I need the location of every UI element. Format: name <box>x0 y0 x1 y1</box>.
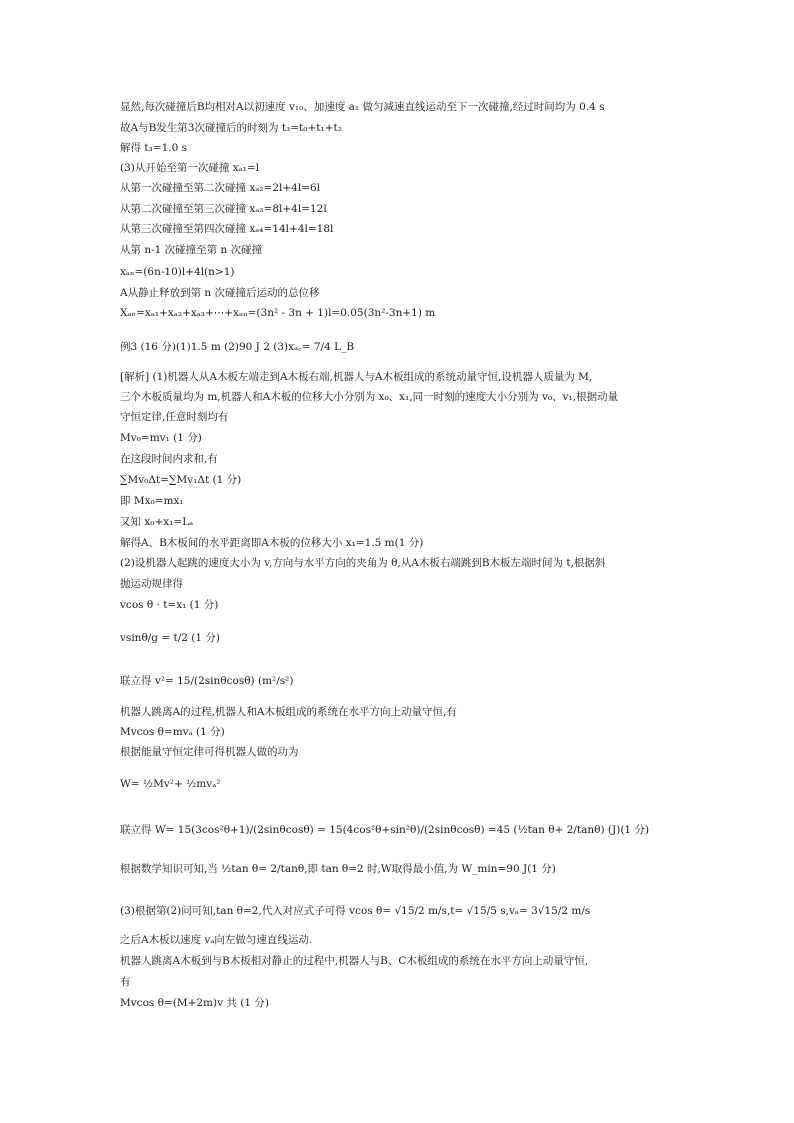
text-line: 从第 n-1 次碰撞至第 n 次碰撞 <box>120 244 263 256</box>
equation-line: Mvcos θ=(M+2m)v 共 (1 分) <box>120 997 269 1009</box>
text-line: 在这段时间内求和,有 <box>120 453 218 465</box>
text-line: 根据能量守恒定律可得机器人做的功为 <box>120 746 299 758</box>
text-line: 机器人跳离A木板到与B木板相对静止的过程中,机器人与B、C木板组成的系统在水平方向上动量守恒, <box>120 955 589 967</box>
equation-line: vsinθ/g = t/2 (1 分) <box>120 632 220 644</box>
equation-line: 联立得 W= 15(3cos²θ+1)/(2sinθcosθ) = 15(4cos²θ+sin²θ)/(2sinθcosθ) =45 (½tan θ+ 2/tanθ) (J)(1 分) <box>120 824 650 836</box>
text-line: (2)设机器人起跳的速度大小为 v,方向与水平方向的夹角为 θ,从A木板右端跳到B木板左端时间为 t,根据斜 <box>120 557 606 569</box>
equation-line: Xₐₙ=xₐ₁+xₐ₂+xₐ₃+⋯+xₐₙ=(3n² - 3n + 1)l=0.05(3n²-3n+1) m <box>120 307 436 319</box>
equation-line: Mv₀=mv₁ (1 分) <box>120 432 202 444</box>
text-line: (3)从开始至第一次碰撞 xₐ₁=l <box>120 162 260 174</box>
text-line: 之后A木板以速度 vₐ向左做匀速直线运动. <box>120 934 313 946</box>
equation-line: ∑Mv₀Δt=∑Mv₁Δt (1 分) <box>120 474 242 486</box>
text-line: 显然,每次碰撞后B均相对A以初速度 v₁₀、加速度 a₁ 做匀减速直线运动至下一次碰撞,经过时间均为 0.4 s <box>120 101 605 113</box>
equation-line: vcos θ · t=x₁ (1 分) <box>120 599 219 611</box>
equation-line: 即 Mx₀=mx₁ <box>120 495 184 507</box>
text-line: (3)根据第(2)问可知,tan θ=2,代入对应式子可得 vcos θ= √15/2 m/s,t= √15/5 s,vₐ= 3√15/2 m/s <box>120 905 591 917</box>
text-line: 守恒定律,任意时刻均有 <box>120 411 229 423</box>
text-line: xₐₙ=(6n-10)l+4l(n>1) <box>120 266 235 278</box>
text-line: 从第一次碰撞至第二次碰撞 xₐ₂=2l+4l=6l <box>120 182 321 194</box>
text-line: A从静止释放到第 n 次碰撞后运动的总位移 <box>120 287 320 299</box>
text-line: 三个木板质量均为 m,机器人和A木板的位移大小分别为 x₀、x₁,同一时刻的速度大小分别为 v₀、v₁,根据动量 <box>120 391 619 403</box>
equation-line: 又知 x₀+x₁=Lₐ <box>120 516 194 528</box>
equation-line: Mvcos θ=mvₐ (1 分) <box>120 726 225 738</box>
text-line: 抛运动规律得 <box>120 578 183 590</box>
text-line: [解析] (1)机器人从A木板左端走到A木板右端,机器人与A木板组成的系统动量守恒,设机器人质量为 M, <box>120 371 593 383</box>
text-line: 机器人跳离A的过程,机器人和A木板组成的系统在水平方向上动量守恒,有 <box>120 706 457 718</box>
text-line: 从第二次碰撞至第三次碰撞 xₐ₃=8l+4l=12l <box>120 203 327 215</box>
text-line: 根据数学知识可知,当 ½tan θ= 2/tanθ,即 tan θ=2 时,W取得最小值,为 W_min=90 J(1 分) <box>120 863 556 875</box>
text-line: 解得A、B木板间的水平距离即A木板的位移大小 x₁=1.5 m(1 分) <box>120 537 424 549</box>
text-line: 有 <box>120 976 131 988</box>
equation-line: W= ½Mv²+ ½mvₐ² <box>120 778 221 790</box>
text-line: 从第三次碰撞至第四次碰撞 xₐ₄=14l+4l=18l <box>120 223 334 235</box>
equation-line: 联立得 v²= 15/(2sinθcosθ) (m²/s²) <box>120 675 294 687</box>
text-line: 故A与B发生第3次碰撞后的时刻为 t₃=t₀+t₁+t₂ <box>120 122 342 134</box>
text-line: 解得 t₃=1.0 s <box>120 142 187 154</box>
answer-line: 例3 (16 分)(1)1.5 m (2)90 J 2 (3)xₐ꜀= 7/4 L_B <box>120 341 355 353</box>
